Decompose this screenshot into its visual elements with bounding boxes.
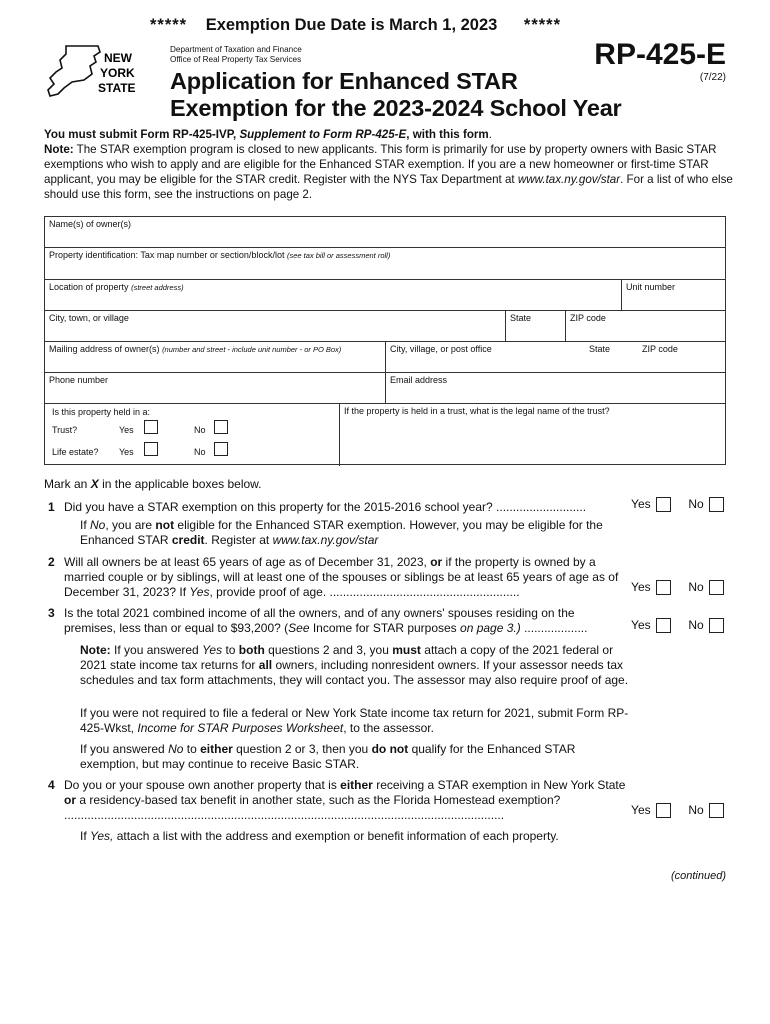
banner-stars-left: ***** <box>150 16 188 34</box>
life-estate-yes-checkbox[interactable] <box>144 442 158 456</box>
department-block <box>170 45 302 65</box>
zip-field[interactable]: ZIP code <box>570 313 606 323</box>
owner-names-field[interactable]: Name(s) of owner(s) <box>45 217 725 248</box>
q1-no-checkbox[interactable] <box>709 497 724 512</box>
property-location-field[interactable]: Location of property (street address) <box>45 280 622 310</box>
email-field[interactable]: Email address <box>390 375 448 385</box>
q2-yes-checkbox[interactable] <box>656 580 671 595</box>
department-line1: Department of Taxation and Finance <box>170 45 302 54</box>
q1-yes-checkbox[interactable] <box>656 497 671 512</box>
trust-no-checkbox[interactable] <box>214 420 228 434</box>
question-1-note: If No, you are not eligible for the Enhanced STAR exemption. However, you may be eligible for the Enhanced STAR credit. Register at www.tax.ny.gov/star <box>80 518 603 547</box>
nys-logo <box>44 44 154 102</box>
q4-yes-checkbox[interactable] <box>656 803 671 818</box>
state-field[interactable]: State <box>506 311 566 341</box>
city-field[interactable]: City, town, or village <box>45 311 506 341</box>
parcel-id-field[interactable]: Property identification: Tax map number or section/block/lot (see tax bill or assessment roll) <box>45 248 725 280</box>
banner-text: Exemption Due Date is March 1, 2023 <box>205 16 498 34</box>
question-3: 3 Is the total 2021 combined income of all the owners, and of any owners' spouses residing on the premises, less than or equal to $93,200? (See Income for STAR purposes on page 3.) ................... Yes No <box>48 606 724 636</box>
trust-name-field[interactable]: If the property is held in a trust, what is the legal name of the trust? <box>344 406 610 416</box>
form-title <box>170 68 622 122</box>
form-number: RP-425-E <box>594 38 726 71</box>
phone-field[interactable]: Phone number <box>45 373 386 403</box>
form-title-line2: Exemption for the 2023-2024 School Year <box>170 95 622 121</box>
logo-line1: NEW <box>104 51 132 65</box>
ownership-type-block: Is this property held in a: Trust? Yes No Life estate? Yes No <box>45 404 340 466</box>
continued-label: (continued) <box>670 870 726 882</box>
form-revision: (7/22) <box>699 72 726 83</box>
question-4-note: If Yes, attach a list with the address and exemption or benefit information of each property. <box>80 829 559 843</box>
department-line2: Office of Real Property Tax Services <box>170 55 302 64</box>
question-3-note: Note: If you answered Yes to both questions 2 and 3, you must attach a copy of the 2021 federal or 2021 state income tax returns for all owners, including nonresident owners. If your assessor needs tax schedules and tax form attachments, they will contact you. The assessor may also require proof of age. <box>80 643 629 687</box>
q3-no-checkbox[interactable] <box>709 618 724 633</box>
owner-info-grid <box>44 216 726 465</box>
intro-text: You must submit Form RP-425-IVP, Supplement to Form RP-425-E, with this form. Note: The STAR exemption program is closed to new applicants. This form is primarily for use by property owners with Basic STAR exemptions who wish to apply and are eligible for the Enhanced STAR exemption. If you are a new homeowner or first-time STAR applicant, you may be eligible for the STAR credit. Register with the NYS Tax Department at www.tax.ny.gov/star. For a list of who else should use this form, see the instructions on page 2. <box>44 128 733 201</box>
due-date-banner <box>150 16 561 35</box>
q2-no-checkbox[interactable] <box>709 580 724 595</box>
mark-instruction: Mark an X in the applicable boxes below. <box>44 477 262 491</box>
logo-line3: STATE <box>98 81 136 95</box>
life-estate-no-checkbox[interactable] <box>214 442 228 456</box>
question-2: 2 Will all owners be at least 65 years of age as of December 31, 2023, or if the property is owned by a married couple or by siblings, will at least one of the spouses or siblings be at least 65 years of age as of December 31, 2023? If Yes, provide proof of age. ......................................................... Yes No <box>48 555 724 600</box>
banner-stars-right: ***** <box>523 16 562 34</box>
mailing-address-field[interactable]: Mailing address of owner(s) (number and street - include unit number - or PO Box) <box>45 342 386 372</box>
q3-yes-checkbox[interactable] <box>656 618 671 633</box>
worksheet-instruction: If you were not required to file a federal or New York State income tax return for 2021, submit Form RP-425-Wkst, Income for STAR Purposes Worksheet, to the assessor. <box>80 706 629 735</box>
trust-yes-checkbox[interactable] <box>144 420 158 434</box>
question-1: 1 Did you have a STAR exemption on this property for the 2015-2016 school year? ........................... Yes No <box>48 500 724 515</box>
ineligible-instruction: If you answered No to either question 2 or 3, then you do not qualify for the Enhanced STAR exemption, but may continue to receive Basic STAR. <box>80 742 576 771</box>
question-4: 4 Do you or your spouse own another property that is either receiving a STAR exemption in New York State or a residency-based tax benefit in another state, such as the Florida Homestead exemption? .................................................................................................................................... Yes No <box>48 778 724 823</box>
note-label: Note: <box>44 143 74 156</box>
form-title-line1: Application for Enhanced STAR <box>170 68 518 94</box>
unit-number-field[interactable]: Unit number <box>626 282 676 292</box>
logo-line2: YORK <box>100 66 135 80</box>
mailing-city-field[interactable]: City, village, or post office State ZIP code <box>390 344 678 354</box>
q4-no-checkbox[interactable] <box>709 803 724 818</box>
